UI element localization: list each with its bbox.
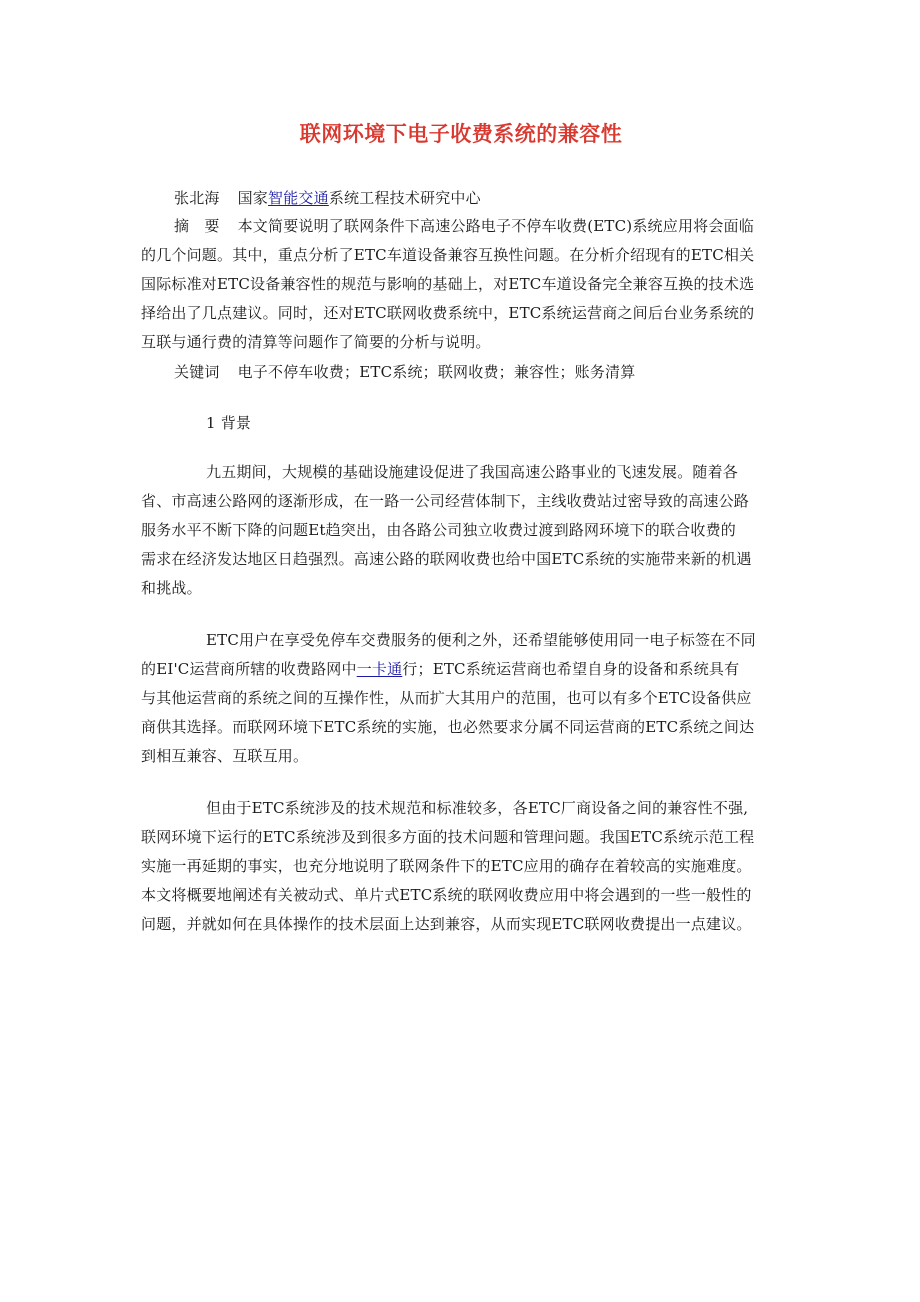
paragraph3-line-1: 但由于ETC系统涉及的技术规范和标准较多，各ETC厂商设备之间的兼容性不强, [206,799,749,817]
abstract-line-3: 国际标准对ETC设备兼容性的规范与影响的基础上，对ETC车道设备完全兼容互换的技术选 [141,275,755,293]
paragraph1-line-5: 和挑战。 [141,579,202,597]
affiliation-prefix: 国家 [237,189,269,207]
paragraph2-text-before-link: 的EI'C运营商所辖的收费路网中 [141,660,357,678]
author-line [174,188,481,208]
abstract-line-1 [174,216,754,236]
abstract-line-2: 的几个问题。其中，重点分析了ETC车道设备兼容互换性问题。在分析介绍现有的ETC相关 [141,246,755,264]
keywords-label: 关键词 [174,363,220,381]
paragraph2-line-4: 商供其选择。而联网环境下ETC系统的实施，也必然要求分属不同运营商的ETC系统之间达 [141,718,755,736]
paragraph3-line-5: 问题，并就如何在具体操作的技术层面上达到兼容，从而实现ETC联网收费提出一点建议。 [141,915,752,933]
paragraph2-line-2 [141,659,739,679]
paragraph3-line-2: 联网环境下运行的ETC系统涉及到很多方面的技术问题和管理问题。我国ETC系统示范工程 [141,828,755,846]
paragraph1-line-4: 需求在经济发达地区日趋强烈。高速公路的联网收费也给中国ETC系统的实施带来新的机遇 [141,550,752,568]
keywords-text: 电子不停车收费；ETC系统；联网收费；兼容性；账务清算 [237,363,636,381]
affiliation-suffix: 系统工程技术研究中心 [328,189,481,207]
abstract-line-5: 互联与通行费的清算等问题作了简要的分析与说明。 [141,333,491,351]
paragraph3-line-3: 实施一再延期的事实，也充分地说明了联网条件下的ETC应用的确存在着较高的实施难度。 [141,857,752,875]
abstract-text: 本文简要说明了联网条件下高速公路电子不停车收费(ETC)系统应用将会面临 [237,217,754,235]
paragraph2-text-after-link: 行；ETC系统运营商也希望自身的设备和系统具有 [402,660,740,678]
author-name: 张北海 [174,189,220,207]
paragraph1-line-1: 九五期间，大规模的基础设施建设促进了我国高速公路事业的飞速发展。随着各 [206,463,739,481]
article-title: 联网环境下电子收费系统的兼容性 [299,122,623,146]
paragraph2-line-5: 到相互兼容、互联互用。 [141,747,309,765]
abstract-line-4: 择给出了几点建议。同时，还对ETC联网收费系统中，ETC系统运营商之间后台业务系统的 [141,304,755,322]
paragraph2-line-3: 与其他运营商的系统之间的互操作性，从而扩大其用户的范围，也可以有多个ETC设备供应 [141,689,752,707]
paragraph3-line-4: 本文将概要地阐述有关被动式、单片式ETC系统的联网收费应用中将会遇到的一些一般性的 [141,886,752,904]
paragraph1-line-3: 服务水平不断下降的问题Et趋突出，由各路公司独立收费过渡到路网环境下的联合收费的 [141,521,736,539]
affiliation-link[interactable]: 智能交通 [268,189,329,207]
keywords-line [174,362,635,382]
paragraph2-line-1: ETC用户在享受免停车交费服务的便利之外，还希望能够使用同一电子标签在不同 [206,631,756,649]
section-heading: 1 背景 [206,414,252,432]
yikatong-link[interactable]: 一卡通 [356,660,403,678]
abstract-label: 摘 要 [174,217,220,235]
paragraph1-line-2: 省、市高速公路网的逐渐形成，在一路一公司经营体制下，主线收费站过密导致的高速公路 [141,492,750,510]
